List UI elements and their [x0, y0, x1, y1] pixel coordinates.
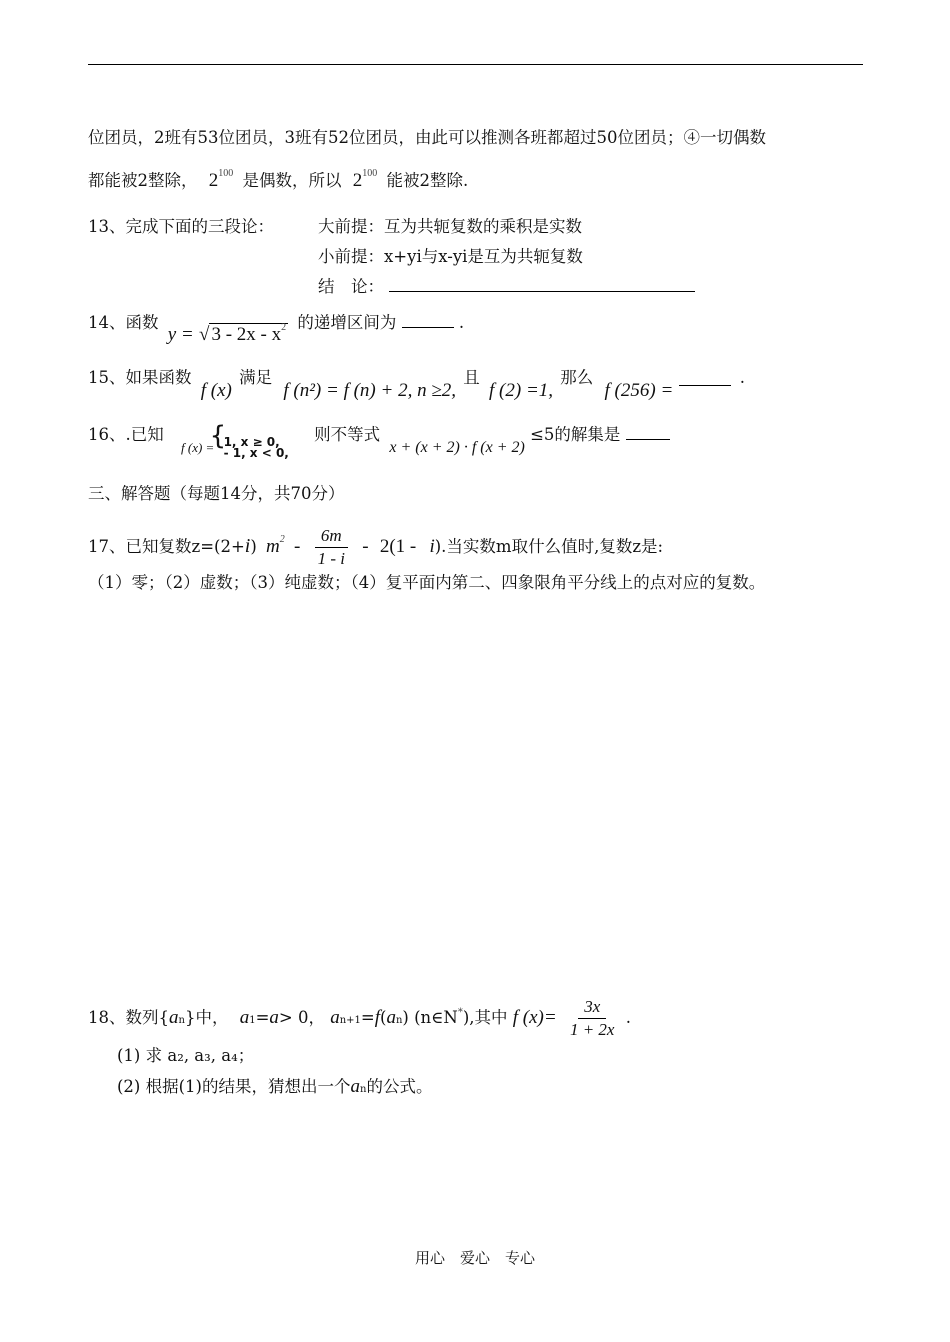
p18-sub2: (2) 根据(1)的结果，猜想出一个an的公式。: [117, 1076, 433, 1097]
power-2-100-b: $2^{100}$: [352, 168, 378, 191]
header-rule: [88, 64, 863, 65]
p17-parts: （1）零；（2）虚数；（3）纯虚数；（4）复平面内第二、四象限角平分线上的点对应的复数。: [88, 573, 766, 592]
p14-answer-blank[interactable]: [402, 327, 454, 328]
section-3-title: 三、解答题（每题14分，共70分）: [88, 484, 345, 503]
p12-line2: 都能被2整除， $2^{100}$ 是偶数，所以 $2^{100}$ 能被2整除.: [88, 168, 469, 191]
page-footer: 用心 爱心 专心: [414, 1249, 535, 1267]
p13-major-premise: 大前提：互为共轭复数的乘积是实数: [318, 217, 582, 236]
sqrt-expression: √ $3 - 2x - x^2$: [199, 322, 287, 345]
p16: 16、.已知 $_{f (x) =}$ { 1, x ≥ 0, - 1, x < 0, 则不等式 x + (x + 2) · f (x + 2) ≤5的解集是: [88, 424, 670, 447]
conclusion-answer-blank[interactable]: [389, 291, 695, 292]
p15: 15、如果函数 f (x) 满足 f (n²) = f (n) + 2, n ≥2, 且 f (2) =1, 那么 f (256) = .: [88, 368, 746, 401]
p18-fraction: $\frac{3x}{1 + 2x}$: [569, 997, 615, 1039]
power-2-100: $2^{100}$: [208, 168, 234, 191]
p17: 17、已知复数z=(2+i) $m^2$ - $\frac{6m}{1 - i}$ - 2(1 - i).当实数m取什么值时,复数z是:: [88, 526, 664, 568]
p16-answer-blank[interactable]: [626, 439, 670, 440]
p13-label: 13、完成下面的三段论：: [88, 217, 274, 236]
p17-fraction: $\frac{6m}{1 - i}$: [312, 526, 351, 569]
p18-sub1: (1) 求 a₂, a₃, a₄；: [117, 1046, 255, 1065]
m-squared: $m^2$: [266, 534, 285, 557]
p15-answer-blank[interactable]: [679, 385, 731, 386]
p12-line1: 位团员，2班有53位团员，3班有52位团员，由此可以推测各班都超过50位团员；④一切偶数: [88, 128, 766, 147]
piecewise-function: { 1, x ≥ 0, - 1, x < 0,: [209, 420, 289, 460]
p18: 18、数列{an}中， a1=a> 0， an+1=f(an) (n∈N*),其中 f (x)= $\frac{3x}{1 + 2x}$ .: [88, 997, 631, 1039]
p13-conclusion: 结 论：: [318, 276, 695, 298]
p14: 14、函数 y = √ $3 - 2x - x^2$ 的递增区间为 .: [88, 313, 465, 345]
p13-minor-premise: 小前提：x+yi与x-yi是互为共轭复数: [318, 247, 583, 266]
